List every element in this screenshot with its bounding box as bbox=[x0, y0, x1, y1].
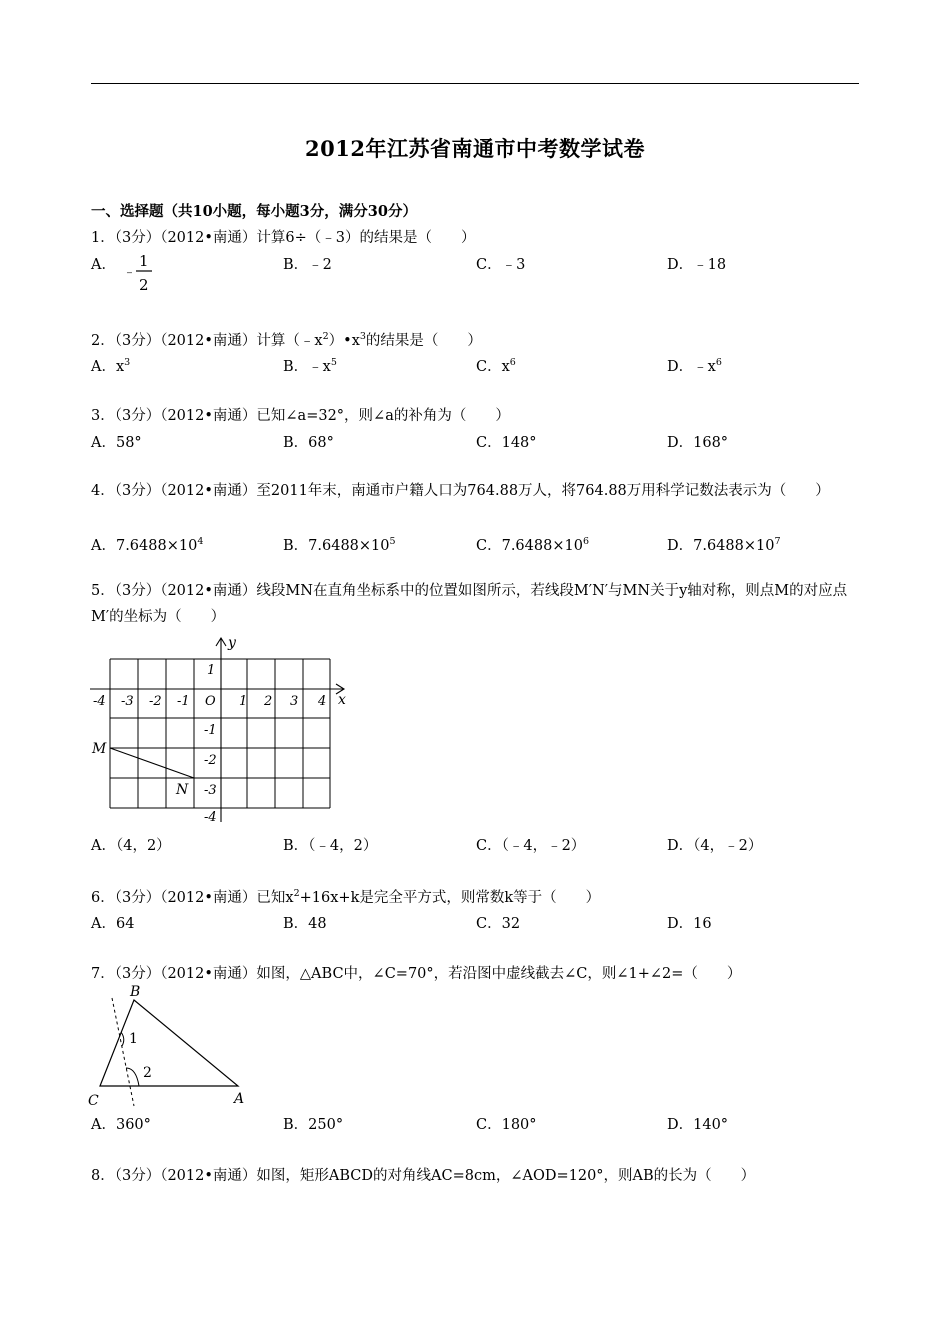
origin-label: O bbox=[205, 694, 216, 709]
q4-option-a bbox=[91, 534, 203, 555]
x-tick: -1 bbox=[177, 694, 190, 709]
vertex-c-label: C bbox=[88, 1093, 99, 1109]
x-tick: 1 bbox=[239, 694, 248, 709]
q1-option-a-label: A． bbox=[91, 257, 116, 273]
page-title: 2012年江苏省南通市中考数学试卷 bbox=[305, 136, 645, 161]
q4-a-text: A．7.6488×10 bbox=[91, 538, 198, 554]
q5-option-c: C．（﹣4，﹣2） bbox=[476, 838, 586, 854]
q2-text-mid: ）•x bbox=[328, 333, 360, 349]
x-tick: 3 bbox=[290, 694, 299, 709]
q3-option-d: D．168° bbox=[667, 435, 729, 451]
question-6 bbox=[91, 886, 600, 907]
q6-option-c: C．32 bbox=[476, 916, 521, 932]
q2-option-c bbox=[476, 355, 516, 376]
y-axis-label: y bbox=[228, 635, 236, 651]
q7-option-b: B．250° bbox=[283, 1117, 344, 1133]
point-m-label: M bbox=[92, 741, 107, 757]
q4-b-exp: 5 bbox=[389, 536, 396, 547]
grid-lines bbox=[110, 659, 330, 808]
q5-option-d: D．（4，﹣2） bbox=[667, 838, 763, 854]
q2-text-post: 的结果是（ ） bbox=[365, 333, 482, 349]
q1-option-c: C．﹣3 bbox=[476, 257, 526, 273]
q7-option-c: C．180° bbox=[476, 1117, 537, 1133]
q2-option-b bbox=[283, 355, 337, 376]
question-2 bbox=[91, 329, 482, 350]
q2-a-text: A．x bbox=[91, 359, 125, 375]
q2-exponent-1: 2 bbox=[322, 331, 329, 342]
y-tick: -1 bbox=[204, 723, 217, 738]
y-tick: 1 bbox=[207, 663, 216, 678]
question-5: 5．（3分）（2012•南通）线段MN在直角坐标系中的位置如图所示，若线段M′N′与MN关于y轴对称，则点M的对应点M′的坐标为（ ） bbox=[91, 583, 848, 625]
question-4: 4．（3分）（2012•南通）至2011年末，南通市户籍人口为764.88万人，将764.88万用科学记数法表示为（ ） bbox=[91, 483, 830, 499]
q2-exponent-2: 3 bbox=[359, 331, 366, 342]
q2-d-text: D．﹣x bbox=[667, 359, 716, 375]
y-tick: -4 bbox=[204, 810, 217, 825]
x-tick: 2 bbox=[264, 694, 273, 709]
q4-d-text: D．7.6488×10 bbox=[667, 538, 775, 554]
q3-option-c: C．148° bbox=[476, 435, 537, 451]
q4-a-exp: 4 bbox=[197, 536, 204, 547]
x-tick: -4 bbox=[93, 694, 106, 709]
question-8: 8．（3分）（2012•南通）如图，矩形ABCD的对角线AC=8cm，∠AOD=120°，则AB的长为（ ） bbox=[91, 1168, 756, 1184]
q4-c-text: C．7.6488×10 bbox=[476, 538, 583, 554]
q1-option-b: B．﹣2 bbox=[283, 257, 332, 273]
x-tick: -2 bbox=[149, 694, 162, 709]
q6-option-b: B．48 bbox=[283, 916, 327, 932]
fraction-numerator: 1 bbox=[139, 252, 149, 270]
q3-option-a: A．58° bbox=[91, 435, 142, 451]
point-n-label: N bbox=[176, 782, 189, 798]
q3-option-b: B．68° bbox=[283, 435, 334, 451]
x-tick: -3 bbox=[121, 694, 134, 709]
fraction-denominator: 2 bbox=[139, 276, 149, 294]
q1-option-a-fraction bbox=[122, 252, 154, 296]
y-tick: -3 bbox=[204, 783, 217, 798]
q7-option-d: D．140° bbox=[667, 1117, 729, 1133]
q2-option-d bbox=[667, 355, 722, 376]
q6-text-pre: 6．（3分）（2012•南通）已知x bbox=[91, 890, 294, 906]
angle-1-label: 1 bbox=[129, 1031, 138, 1047]
q2-b-exp: 5 bbox=[330, 357, 337, 368]
q7-option-a: A．360° bbox=[91, 1117, 151, 1133]
q6-option-a: A．64 bbox=[91, 916, 135, 932]
q4-option-c bbox=[476, 534, 589, 555]
header-rule bbox=[91, 83, 859, 84]
q2-text-pre: 2．（3分）（2012•南通）计算（﹣x bbox=[91, 333, 323, 349]
q5-option-b: B．（﹣4，2） bbox=[283, 838, 378, 854]
q2-c-text: C．x bbox=[476, 359, 510, 375]
q6-exponent: 2 bbox=[293, 888, 300, 899]
q4-option-d bbox=[667, 534, 781, 555]
x-axis-label: x bbox=[338, 692, 346, 708]
q4-c-exp: 6 bbox=[582, 536, 589, 547]
angle-1-arc bbox=[121, 1032, 124, 1046]
vertex-b-label: B bbox=[130, 984, 141, 1000]
q4-b-text: B．7.6488×10 bbox=[283, 538, 390, 554]
question-3: 3．（3分）（2012•南通）已知∠a=32°，则∠a的补角为（ ） bbox=[91, 408, 510, 424]
q2-d-exp: 6 bbox=[715, 357, 722, 368]
angle-2-label: 2 bbox=[143, 1065, 152, 1081]
y-tick-labels bbox=[204, 663, 217, 825]
triangle-abc bbox=[100, 1000, 238, 1086]
q5-option-a: A．（4，2） bbox=[91, 838, 171, 854]
x-tick-labels bbox=[93, 694, 326, 709]
q2-a-exp: 3 bbox=[124, 357, 131, 368]
q2-option-a bbox=[91, 355, 130, 376]
q7-triangle-figure bbox=[86, 980, 256, 1110]
question-1: 1．（3分）（2012•南通）计算6÷（﹣3）的结果是（ ） bbox=[91, 230, 476, 246]
q1-option-d: D．﹣18 bbox=[667, 257, 727, 273]
q6-text-post: +16x+k是完全平方式，则常数k等于（ ） bbox=[299, 890, 601, 906]
section-heading: 一、选择题（共10小题，每小题3分，满分30分） bbox=[91, 203, 417, 220]
fraction-sign: ﹣ bbox=[123, 265, 137, 280]
segment-mn bbox=[110, 748, 194, 778]
q2-b-text: B．﹣x bbox=[283, 359, 331, 375]
y-tick: -2 bbox=[204, 753, 217, 768]
x-tick: 4 bbox=[318, 694, 327, 709]
cut-dashed-line bbox=[112, 998, 134, 1106]
question-7: 7．（3分）（2012•南通）如图，△ABC中，∠C=70°，若沿图中虚线截去∠C，则∠1+∠2=（ ） bbox=[91, 966, 742, 982]
q4-option-b bbox=[283, 534, 396, 555]
q2-c-exp: 6 bbox=[509, 357, 516, 368]
q4-d-exp: 7 bbox=[774, 536, 781, 547]
q5-coordinate-grid-figure bbox=[88, 632, 358, 828]
vertex-a-label: A bbox=[234, 1091, 245, 1107]
q6-option-d: D．16 bbox=[667, 916, 712, 932]
